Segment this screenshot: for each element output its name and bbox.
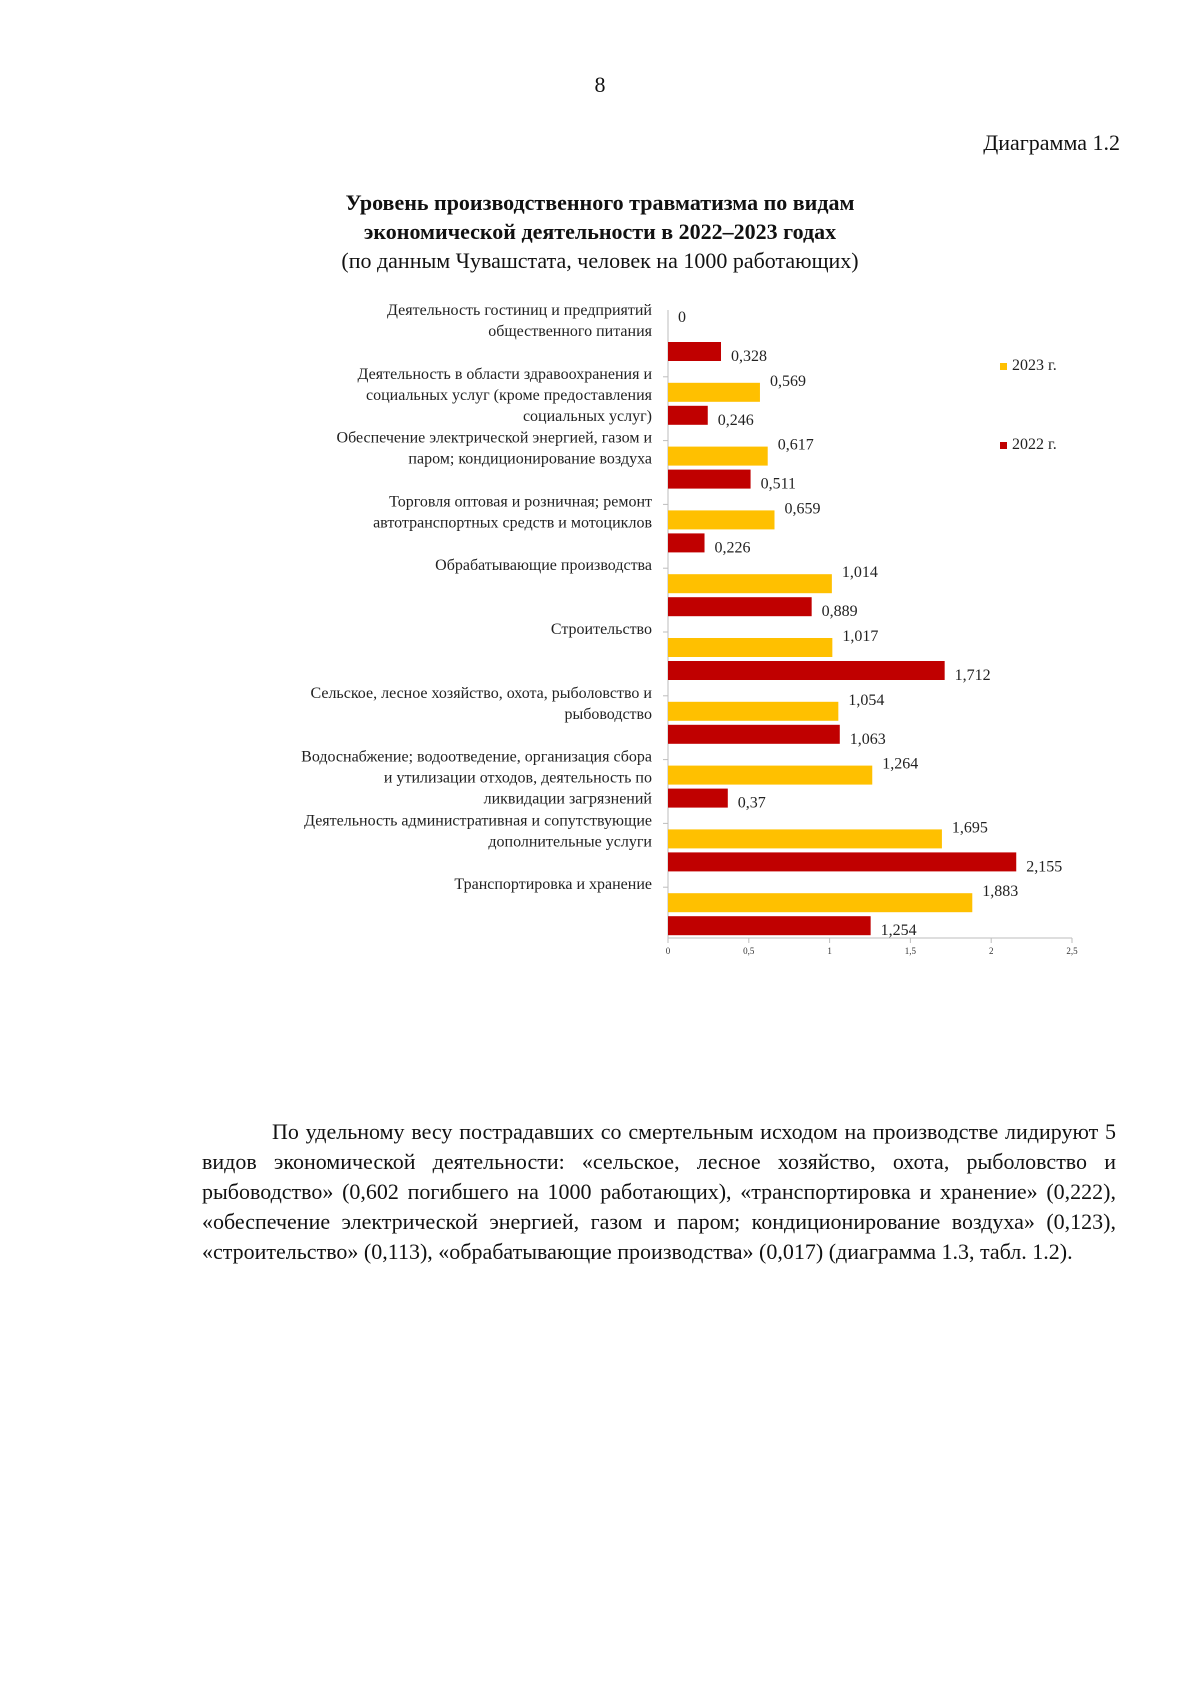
body-paragraph: По удельному весу пострадавших со смертельным исходом на производстве лидируют 5 видов экономической деятельности: «сельское, лесное хозяйство, охота, рыболовство и рыбоводство» (0,602 погибшего на 1000 работающих), «транспортировка и хранение» (0,222), «обеспечение электрической энергией, газом и паром; кондиционирование воздуха» (0,123), «строительство» (0,113), «обрабатывающие производства» (0,017) (диаграмма 1.3, табл. 1.2). (202, 1119, 1116, 1264)
category-label: Водоснабжение; водоотведение, организация сбора (301, 748, 652, 766)
data-label: 0,889 (821, 603, 858, 621)
legend-swatch (1000, 363, 1007, 370)
bar-2022 (668, 725, 840, 744)
legend-label: 2023 г. (1012, 357, 1057, 374)
data-label: 2,155 (1026, 858, 1063, 876)
category-label: Торговля оптовая и розничная; ремонт (389, 493, 652, 511)
category-label: социальных услуг) (522, 407, 652, 425)
chart-title-block (0, 188, 1200, 276)
diagram-reference: Диаграмма 1.2 (983, 130, 1120, 155)
data-label: 1,254 (880, 922, 917, 940)
chart-title-line-1: Уровень производственного травматизма по видам (345, 190, 855, 215)
category-label: дополнительные услуги (488, 833, 652, 851)
x-tick-label: 0,5 (743, 946, 755, 956)
bar-2023 (668, 510, 774, 529)
bar-chart (200, 302, 1100, 1045)
bar-2023 (668, 702, 838, 721)
bar-2023 (668, 893, 972, 912)
data-label: 0,569 (769, 372, 806, 390)
bar-2022 (668, 470, 751, 489)
bar-2022 (668, 852, 1016, 871)
bar-2022 (668, 342, 721, 361)
data-label: 0,328 (731, 348, 768, 365)
category-label: Обеспечение электрической энергией, газом и (336, 429, 652, 447)
x-tick-label: 2,5 (1066, 946, 1078, 956)
data-label: 1,264 (882, 755, 919, 773)
data-label: 1,695 (951, 819, 988, 837)
data-label: 1,883 (982, 883, 1019, 901)
x-tick-label: 1 (827, 946, 832, 956)
bar-2023 (668, 638, 832, 657)
chart-subtitle: (по данным Чувашстата, человек на 1000 работающих) (341, 248, 859, 273)
data-label: 0 (678, 309, 686, 326)
data-label: 0,246 (717, 411, 754, 429)
data-label: 1,712 (954, 667, 991, 684)
bar-2023 (668, 447, 768, 466)
category-label: Деятельность административная и сопутствующие (304, 812, 652, 830)
x-tick-label: 2 (988, 946, 994, 956)
bar-2022 (668, 597, 812, 616)
category-label: общественного питания (488, 323, 652, 340)
category-label: рыбоводство (564, 705, 652, 723)
data-label: 1,054 (848, 691, 885, 709)
category-label: Транспортировка и хранение (454, 876, 652, 894)
category-label: автотранспортных средств и мотоциклов (373, 514, 652, 532)
legend-label: 2022 г. (1012, 436, 1057, 453)
bar-2023 (668, 766, 872, 785)
data-label: 1,014 (841, 564, 878, 582)
bar-2022 (668, 661, 945, 680)
category-label: Деятельность в области здравоохранения и (357, 365, 652, 383)
data-label: 0,37 (737, 794, 766, 812)
data-label: 0,226 (714, 539, 751, 557)
chart-title-line-2: экономической деятельности в 2022–2023 годах (363, 219, 837, 244)
legend-swatch (1000, 442, 1007, 449)
data-label: 0,659 (784, 500, 821, 518)
bar-2022 (668, 916, 871, 935)
bar-2022 (668, 533, 705, 552)
category-label: паром; кондиционирование воздуха (408, 450, 652, 468)
data-label: 1,017 (842, 628, 879, 645)
bar-2022 (668, 406, 708, 425)
data-label: 0,617 (777, 436, 814, 454)
x-tick-label: 1,5 (904, 946, 917, 956)
bar-2023 (668, 383, 760, 402)
category-label: и утилизации отходов, деятельность по (383, 769, 652, 787)
category-label: ликвидации загрязнений (483, 790, 652, 808)
data-label: 1,063 (849, 730, 886, 748)
bar-2023 (668, 829, 942, 848)
category-label: социальных услуг (кроме предоставления (365, 386, 652, 404)
bar-2022 (668, 789, 728, 808)
bar-2023 (668, 574, 832, 593)
category-label: Обрабатывающие производства (435, 557, 652, 575)
x-tick-label: 0 (665, 946, 671, 956)
category-label: Строительство (550, 621, 652, 638)
category-label: Деятельность гостиниц и предприятий (387, 302, 652, 319)
category-label: Сельское, лесное хозяйство, охота, рыболовство и (310, 684, 652, 702)
data-label: 0,511 (760, 475, 796, 493)
page-number: 8 (594, 72, 606, 97)
